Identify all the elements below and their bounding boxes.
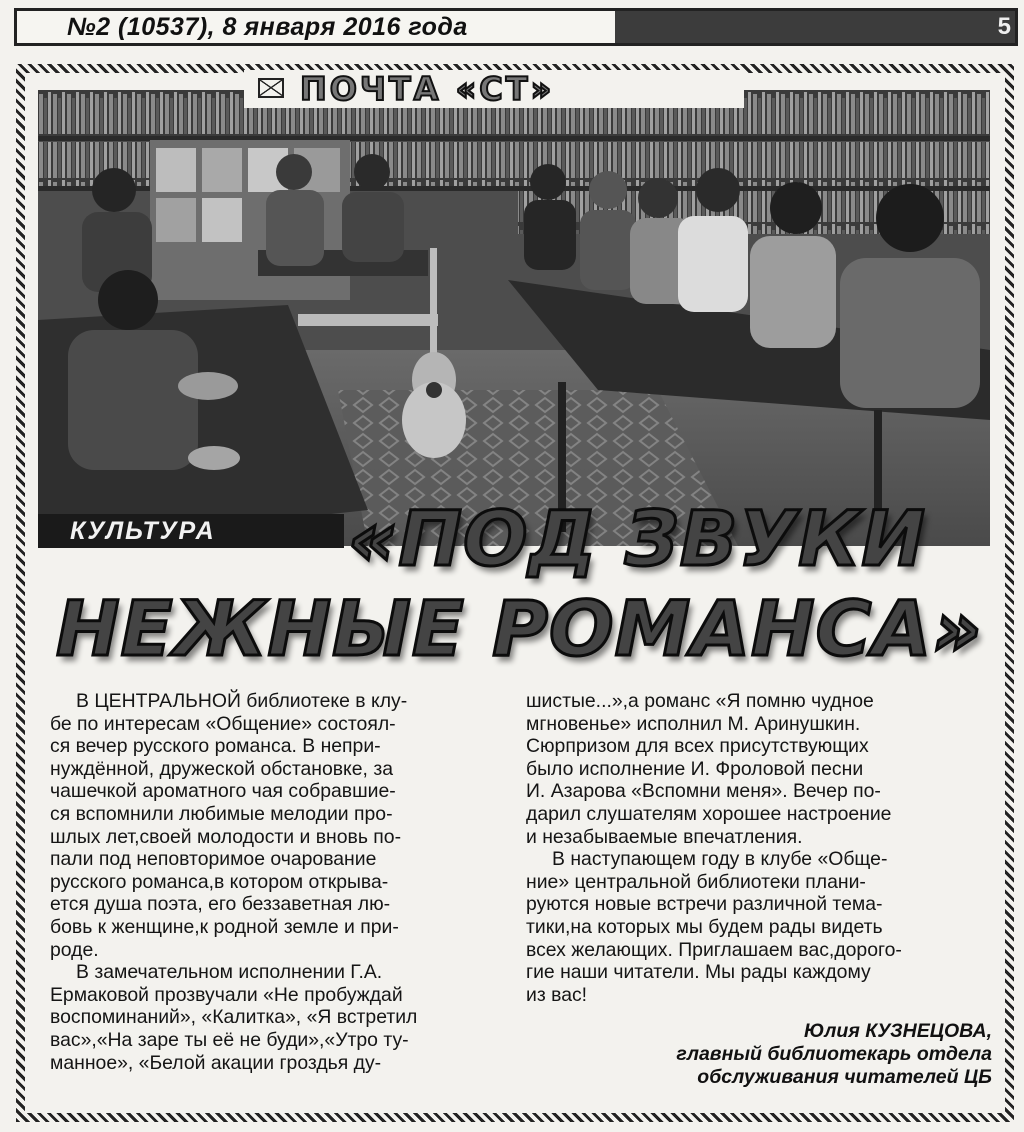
article-line: было исполнение И. Фроловой песни xyxy=(526,757,864,780)
article-line: чашечкой ароматного чая собравшие- xyxy=(50,780,396,803)
article-line: В ЦЕНТРАЛЬНОЙ библиотеке в клу- xyxy=(76,690,408,712)
article-line: гие наши читатели. Мы рады каждому xyxy=(526,961,871,984)
library-meeting-photo xyxy=(38,90,990,546)
article-line: манное», «Белой акации гроздья ду- xyxy=(50,1051,382,1074)
rubric-title: ПОЧТА «СТ» xyxy=(300,70,555,108)
article-line: Сюрпризом для всех присутствующих xyxy=(526,735,869,758)
article-line: бовь к женщине,к родной земле и при- xyxy=(50,915,399,938)
article-photo xyxy=(38,90,990,546)
article-line: ся вспомнили любимые мелодии про- xyxy=(50,802,393,825)
article-line: и незабываемые впечатления. xyxy=(526,825,803,848)
issue-date: №2 (10537), 8 января 2016 года xyxy=(67,13,468,41)
article-line: роде. xyxy=(50,938,99,961)
article-line: русского романса,в котором открыва- xyxy=(50,870,389,893)
article-line: бе по интересам «Общение» состоял- xyxy=(50,712,396,735)
page-header xyxy=(14,8,1018,46)
article-line: шистые...»,а романс «Я помню чудное xyxy=(526,690,874,712)
author-position-line-2: обслуживания читателей ЦБ xyxy=(697,1066,992,1088)
headline-line-1: «ПОД ЗВУКИ xyxy=(348,494,926,583)
header-dark-band xyxy=(615,11,1015,43)
envelope-icon xyxy=(258,78,284,98)
author-position-line-1: главный библиотекарь отдела xyxy=(676,1043,992,1065)
article-line: ется душа поэта, его беззаветная лю- xyxy=(50,893,391,916)
article-line: шлых лет,своей молодости и вновь по- xyxy=(50,825,402,848)
article-line: ся вечер русского романса. В непри- xyxy=(50,735,381,758)
article-line: И. Азарова «Вспомни меня». Вечер по- xyxy=(526,780,881,803)
category-label: КУЛЬТУРА xyxy=(38,514,344,548)
author-name: Юлия КУЗНЕЦОВА, xyxy=(803,1020,992,1042)
rubric-banner xyxy=(244,70,744,108)
article-line: из вас! xyxy=(526,983,588,1006)
article-column-2 xyxy=(526,690,992,1006)
article-line: всех желающих. Приглашаем вас,дорого- xyxy=(526,938,902,961)
author-signature xyxy=(676,1020,992,1089)
article-line: пали под неповторимое очарование xyxy=(50,848,377,871)
headline-line-2: НЕЖНЫЕ РОМАНСА» xyxy=(56,584,983,673)
article-line: воспоминаний», «Калитка», «Я встретил xyxy=(50,1006,418,1029)
article-column-1 xyxy=(50,690,498,1074)
article-line: нуждённой, дружеской обстановке, за xyxy=(50,757,393,780)
article-line: вас»,«На заре ты её не буди»,«Утро ту- xyxy=(50,1028,409,1051)
article-line: В замечательном исполнении Г.А. xyxy=(76,961,383,984)
article-line: дарил слушателям хорошее настроение xyxy=(526,802,892,825)
article-line: В наступающем году в клубе «Обще- xyxy=(552,848,888,871)
article-line: мгновенье» исполнил М. Аринушкин. xyxy=(526,712,861,735)
article-line: тики,на которых мы будем рады видеть xyxy=(526,915,883,938)
page-number: 5 xyxy=(997,13,1011,40)
article-line: ние» центральной библиотеки плани- xyxy=(526,870,866,893)
article-line: Ермаковой прозвучали «Не пробуждай xyxy=(50,983,403,1006)
article-line: руются новые встречи различной тема- xyxy=(526,893,883,916)
